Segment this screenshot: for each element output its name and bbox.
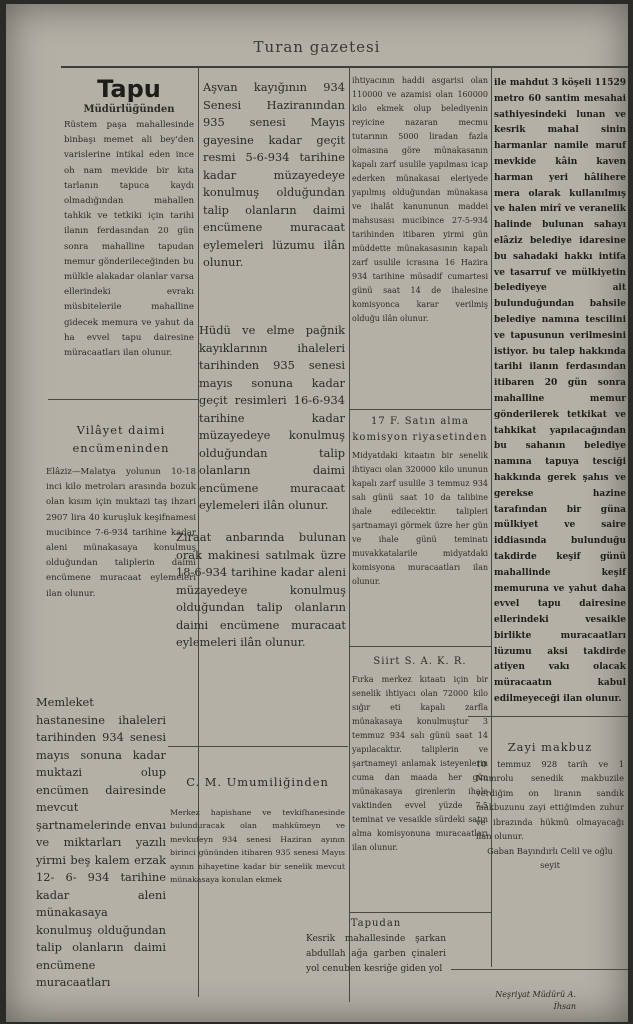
notice-body: Merkez hapishane ve tevkifhanesinde bulunduracak olan mahkûmeyn ve mevkufeyn 934 senesi Haziran ayının birinci gününden itibaren 935 senesi Mayıs ayının nihayetine kadar bir senelik mevcut münakasaya konulan ekmek: [170, 807, 345, 884]
tapu-continued-notice: [494, 76, 626, 708]
notice-title: Tapu: [97, 75, 161, 103]
ziraat-notice: [176, 529, 346, 652]
siirt-notice: [352, 654, 488, 855]
tapu-notice: [64, 76, 194, 361]
notice-body: Midyatdaki kıtaatın bir senelik ihtiyacı olan 320000 kilo ununun kapalı zarf usulile 3 temmuz 934 salı günü saat 10 da talibine ihale edilecektir. talipleri şartnamayi görmek üzre her gün ve ihale günü teminatı muvakkatalarile midyatdaki komisyona muracaatları ilan olunur.: [352, 451, 488, 586]
notice-title: C. M. Umumiliğinden: [186, 775, 329, 789]
memleket-notice: [36, 694, 166, 992]
notice-body: Kesrik mahallesinde şarkan abdullah ağa garben çinaleri yol cenuben kesriğe giden yol: [306, 934, 446, 974]
notice-title: Tapudan: [350, 918, 402, 929]
newspaper-page: [6, 4, 628, 1022]
notice-title: Siirt S. A. K. R.: [373, 656, 467, 667]
section-divider: [349, 409, 491, 410]
tapudan-notice: [306, 916, 446, 977]
notice-title: 17 F. Satın alma komisyon riyasetinden: [352, 416, 488, 443]
section-divider: [349, 646, 491, 647]
section-divider: [349, 912, 491, 913]
notice-body: ile mahdut 3 köşeli 11529 metro 60 santim mesahai sathiyesindeki lunan ve kesrik mahal sinin harmanlar namile maruf mevkide kâin kaven harman yeri hâlihere mera olarak kullanılmış ve halen mirî ve veranelik halinde bulunan sahayı elâziz belediye idaresine bu sahadaki hakkı intifa ve tasarruf ve mülkiyetin belediyeye ait bulunduğundan bahsile belediye namına tescilini ve tapusunun verilmesini istiyor. bu talep hakkında tarihi ilanın ferdasından itibaren 20 gün sonra mahalline memur gönderilerek tetkikat ve tahkikat yapılacağından bu sahanın belediye namına tapuya tesciği hakkında gerek şahıs ve gerekse hazine tarafından bir güna mülkiyet ve saire iddiasında bulunduğu takdirde keşif günü mahallinde keşif memuruna ve yahut daha evvel tapu dairesine ellerindeki vesaikle birlikte muracaatları lüzumu aksi takdirde atiyen vakı olacak müracaatın kabul edilmeyeceği ilan olunur.: [494, 78, 626, 705]
notice-body: Aşvan kayığının 934 Senesi Haziranından 935 senesi Mayıs gayesine kadar geçit resmi 5-6-934 tarihine kadar müzayedeye konulmuş olduğundan talip olanların daimi encümene muracaat eylemeleri lüzumu ilân olunur.: [203, 80, 345, 269]
section-divider: [168, 746, 348, 747]
notice-body: Ziraat anbarında bulunan orak makinesi satılmak üzre 18-6-934 tarihine kadar aleni müzayedeye konulmuş olduğundan talip olanların daimi encümene muracaat eylemeleri ilân olunur.: [176, 530, 346, 649]
notice-signature: Gaban Bayındırlı Celil ve oğlu seyit: [487, 845, 613, 870]
notice-body: Elâziz—Malatya yolunun 10-18 inci kilo metroları arasında bozuk olan kısım için muktazi taş ihzari 2907 lira 40 kuruşluk keşifnamesi mucibince 7-6-934 tarihine kadar aleni münakasaya konulmuş olduğundan taliplerin daimi encümene muracaat eylemeleri ilan olunur.: [46, 467, 196, 599]
notice-body: Memleket hastanesine ihaleleri tarihinden 934 senesi mayıs sonuna kadar muktazi olup encümen dairesinde mevcut şartnamelerinde envaı ve miktarları yazılı yirmi beş kalem erzak 12- 6- 934 tarihine kadar aleni münakasaya konulmuş olduğundan talip olanların daimi encümene muracaatları: [36, 695, 166, 989]
cm-notice: [170, 774, 345, 887]
notice-body: Rüstem paşa mahallesinde binbaşı memet ali bey'den varislerine intikal eden ince oh nam mevkide bir kıta tarlanın tapuca kaydı olmadığından mahallen tahkik ve tetkiki için tarihi ilanın ferdasından 20 gün sonra mahalline tapudan memur gönderileceğinden bu mülkle alakadar olanlar varsa ellerindeki evrakı müsbitelerile mahalline gidecek memura ve yahut da ha evvel tapu dairesine müracaatları ilan olunur.: [64, 120, 194, 359]
notice-body: ihtiyacının haddi asgarisi olan 110000 ve azamisi olan 160000 kilo ekmek olup belediyenin reyicine nazaran mecmu tutarının 5000 liradan fazla olmasına göre münakasanın kapalı zarf usulile yapılması icap ederken münakasai eleriyede yapılmış olduğundan münakasa ve ihalât kanununun maddei mahsusası mucibince 27-5-934 tarihinden itibaren yirmi gün müddette münakasasının kapalı zarf usulile icrasına 16 Hazira 934 tarihine müsadif cumartesi günü saat 14 de ihalesine komisyonca karar verilmiş olduğu ilân olunur.: [352, 76, 488, 323]
section-divider: [48, 399, 198, 400]
notice-subtitle: Müdürlüğünden: [83, 104, 175, 115]
hudu-notice: [199, 322, 345, 515]
vilayet-notice: [46, 422, 196, 602]
notice-body: 10 temmuz 928 tarih ve 1 Numrolu senedik makbuzile verdiğim on liranın sandık makbuzunu zayi ettiğimden zuhur ve ibrazında hükmü olmayacağı ilan olunur.: [476, 758, 624, 841]
satin-alma-notice: [352, 414, 488, 589]
notice-title: Vilâyet daimi encümeninden: [72, 423, 170, 455]
notice-body: Hüdü ve elme pağnik kayıklarının ihaleleri tarihinden 935 senesi mayıs sonuna kadar geçit resimleri 16-6-934 tarihine kadar müzayedeye konulmuş olduğundan talip olanların daimi encümene muracaat eylemeleri ilân olunur.: [199, 323, 345, 512]
ihtiyac-notice: [352, 74, 488, 326]
notice-title: Zayi makbuz: [507, 740, 593, 754]
masthead-rule: [61, 66, 628, 68]
section-divider: [468, 716, 628, 717]
section-divider: [451, 969, 628, 970]
zayi-makbuz-notice: [476, 739, 624, 873]
column-divider: [349, 67, 350, 1002]
asvan-notice: [203, 79, 345, 272]
notice-body: Fırka merkez kıtaatı için bir senelik ihtiyacı olan 72000 kilo sığır eti kapalı zarfla münakasaya konulmuştur 3 temmuz 934 salı günü saat 14 yapılacaktır. taliplerin ve şartnameyi anlamak isteyenlerin cuma dan maada her gün münakasaya girenlerin ihale vaktinden evvel yüzde 7.5 teminat ve vesaikle sürdeki satın alma komisyonuna muracaatları ilan olunur.: [352, 675, 488, 852]
publisher-footer: Neşriyat Müdürü A. İhsan: [495, 990, 576, 1011]
masthead: Turan gazetesi: [253, 38, 381, 56]
